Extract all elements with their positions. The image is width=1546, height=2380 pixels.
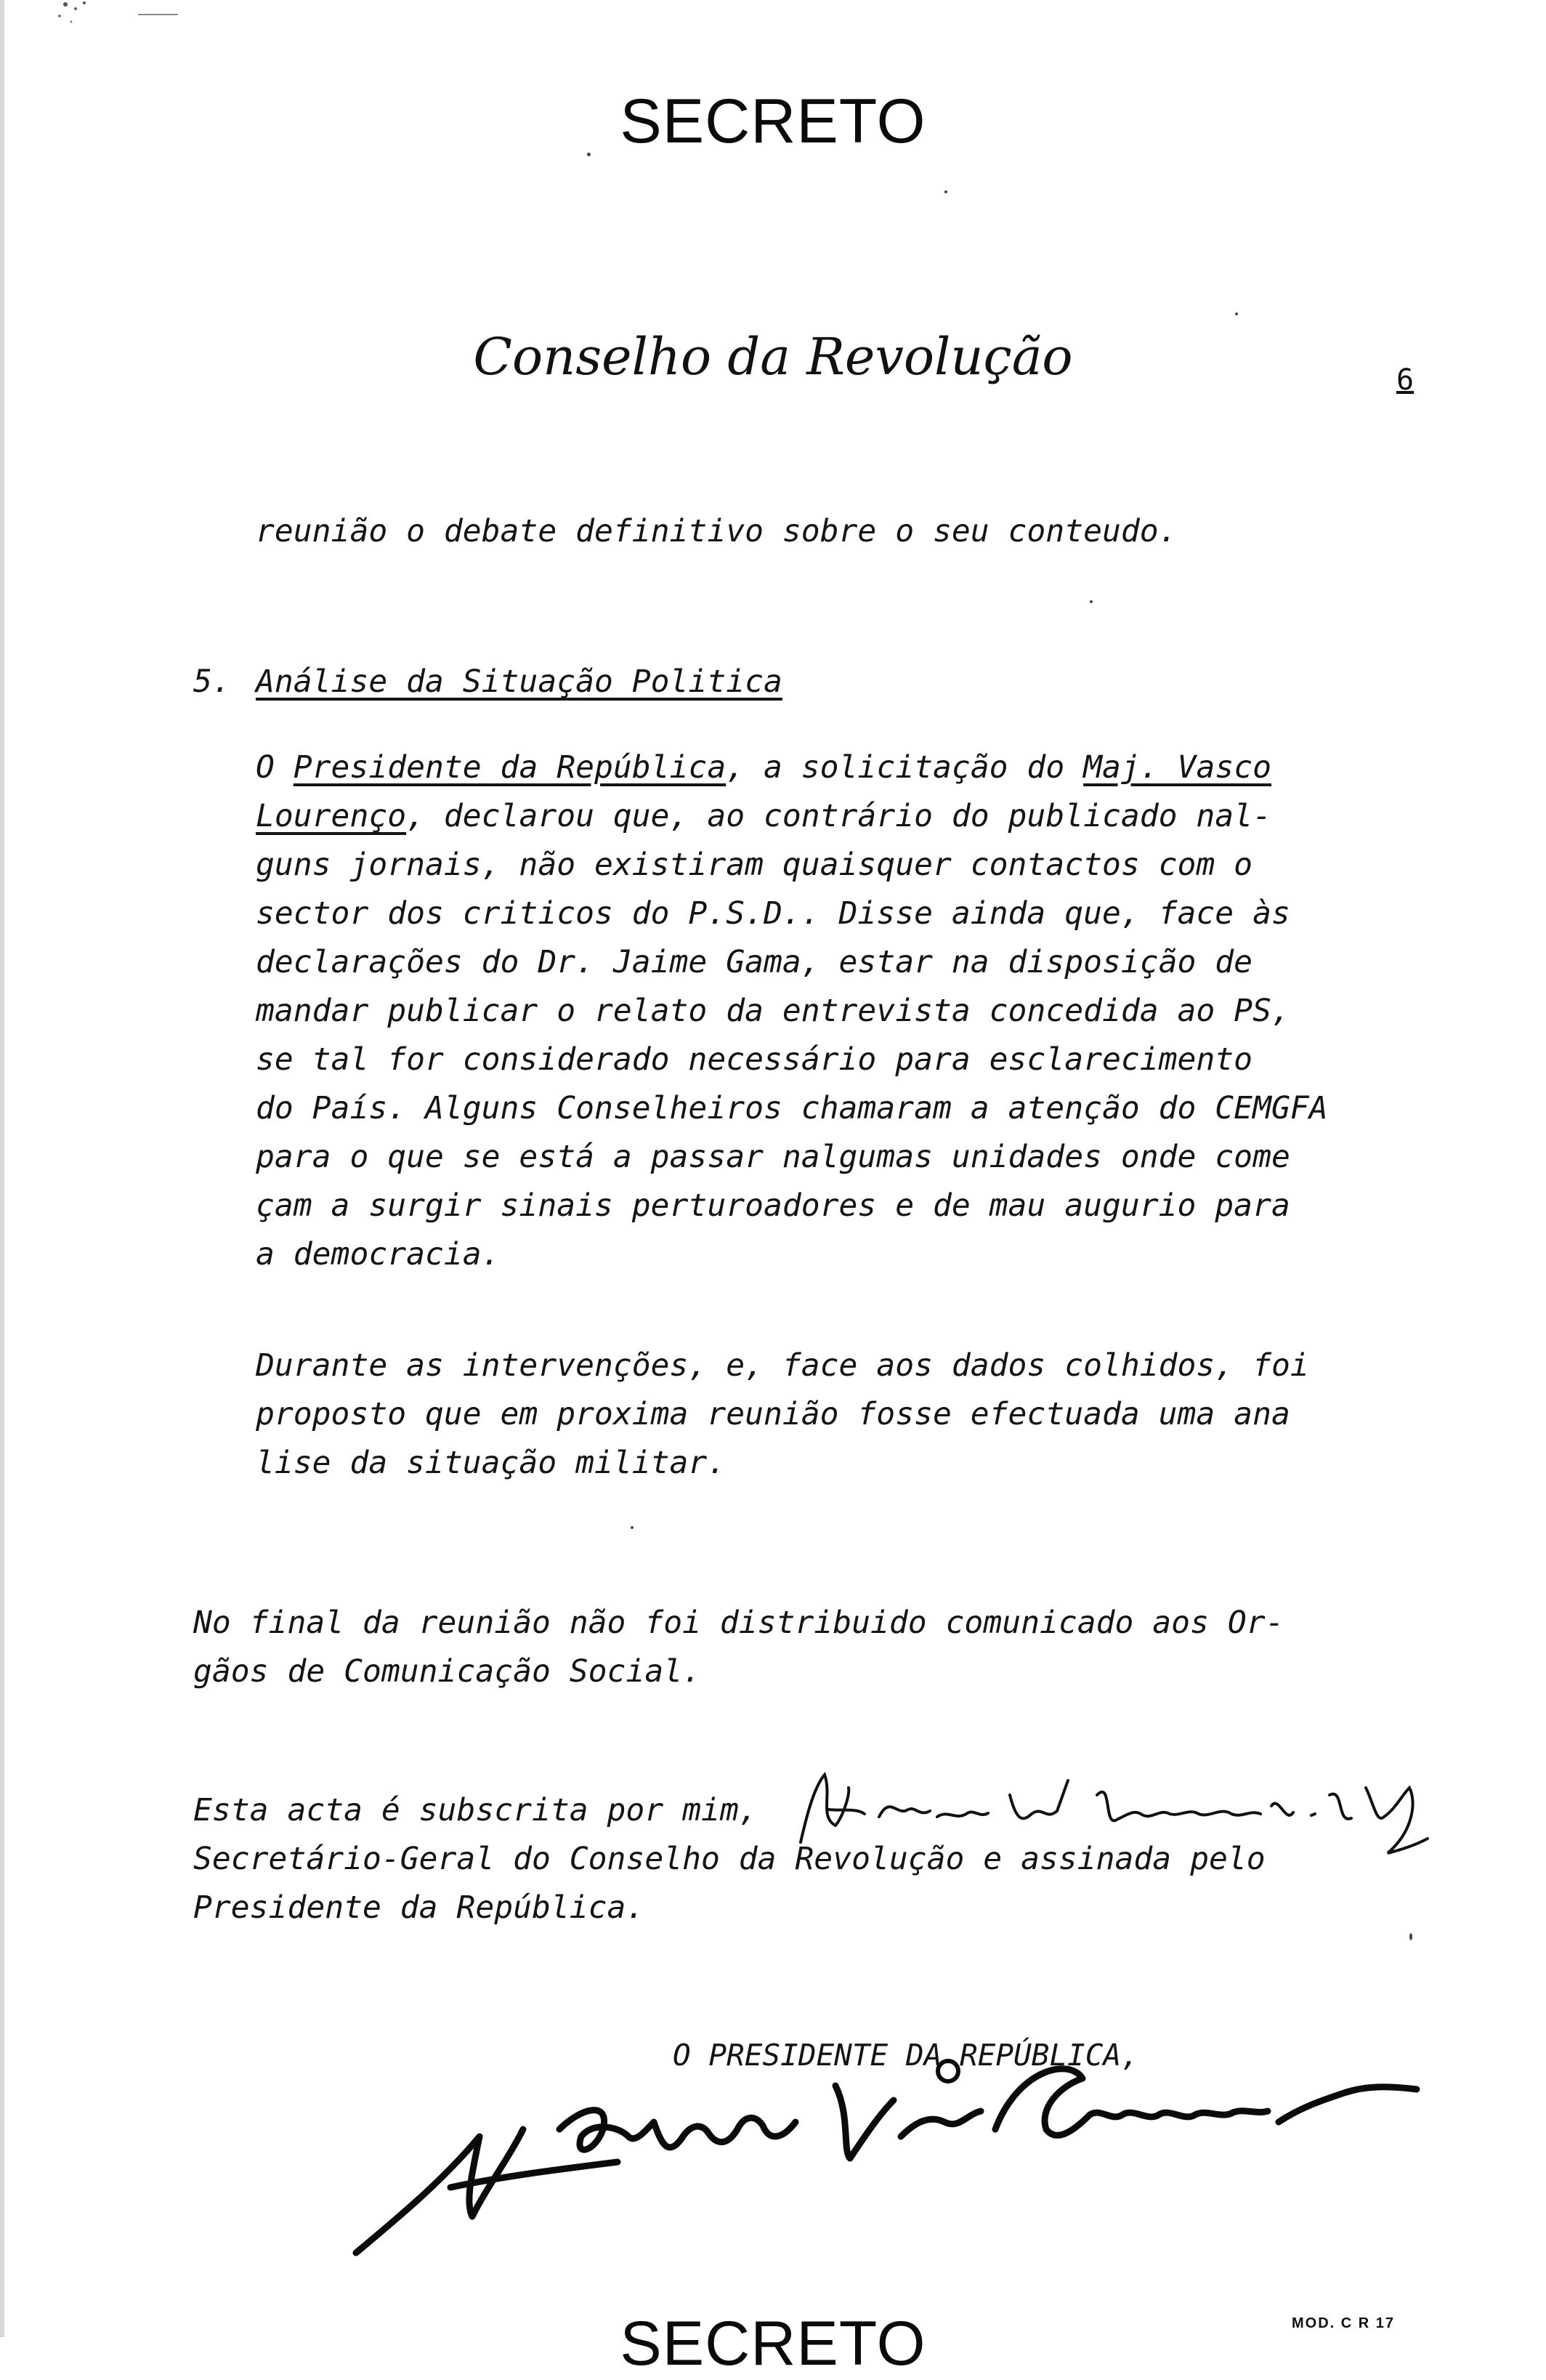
paragraph-line: mandar publicar o relato da entrevista concedida ao PS, (256, 993, 1290, 1029)
text-run: O (256, 749, 294, 786)
president-signature (341, 2042, 1460, 2275)
underlined-text: Maj. Vasco (1083, 749, 1271, 786)
scan-speck (1235, 312, 1238, 315)
scan-speck (587, 153, 591, 156)
paragraph-line: a democracia. (256, 1236, 501, 1272)
underlined-text: Presidente da República (293, 749, 727, 786)
classification-footer: SECRETO (620, 2309, 926, 2379)
text-run: , a solicitação do (726, 749, 1084, 786)
paragraph-line: çam a surgir sinais perturoadores e de mau augurio para (256, 1187, 1290, 1224)
text-run: , declarou que, ao contrário do publicado nal- (406, 798, 1271, 834)
scan-noise (51, 0, 182, 44)
signatory-label: O PRESIDENTE DA REPÚBLICA, (673, 2038, 1139, 2073)
section-heading: Análise da Situação Politica (256, 663, 782, 700)
paragraph-line (256, 743, 1271, 792)
paragraph-line: proposto que em proxima reunião fosse efectuada uma ana (256, 1396, 1290, 1432)
paragraph-line: sector dos criticos do P.S.D.. Disse ainda que, face às (256, 895, 1290, 932)
classification-header: SECRETO (620, 86, 926, 156)
letterhead-title: Conselho da Revolução (473, 327, 1073, 387)
scan-speck (944, 190, 947, 193)
paragraph-line: guns jornais, não existiram quaisquer contactos com o (256, 847, 1253, 883)
paragraph-line: gãos de Comunicação Social. (193, 1653, 701, 1690)
scan-speck (631, 1526, 634, 1529)
paragraph-line: No final da reunião não foi distribuido comunicado aos Or- (193, 1605, 1284, 1641)
scan-speck (1090, 600, 1093, 603)
paragraph-line: se tal for considerado necessário para esclarecimento (256, 1041, 1253, 1078)
page-number: 6 (1396, 363, 1415, 397)
form-code: MOD. C R 17 (1292, 2315, 1396, 2331)
paragraph-line: declarações do Dr. Jaime Gama, estar na disposição de (256, 944, 1253, 980)
underlined-text: Lourenço (256, 798, 407, 834)
paragraph-line: Presidente da República. (193, 1889, 645, 1926)
paragraph-line: Secretário-Geral do Conselho da Revolução e assinada pelo (193, 1841, 1266, 1877)
paragraph-line (256, 792, 1271, 841)
paragraph-line: do País. Alguns Conselheiros chamaram a atenção do CEMGFA (256, 1090, 1328, 1126)
paragraph-line: lise da situação militar. (256, 1445, 727, 1481)
paragraph-line: para o que se está a passar nalgumas unidades onde come (256, 1139, 1290, 1175)
paragraph-line: Esta acta é subscrita por mim, (193, 1792, 758, 1828)
section-number: 5. (193, 663, 231, 700)
scan-speck (1409, 1933, 1412, 1940)
continuation-line: reunião o debate definitivo sobre o seu conteudo. (256, 513, 1178, 549)
secretary-signature (792, 1766, 1431, 1860)
paragraph-line: Durante as intervenções, e, face aos dados colhidos, foi (256, 1347, 1309, 1384)
